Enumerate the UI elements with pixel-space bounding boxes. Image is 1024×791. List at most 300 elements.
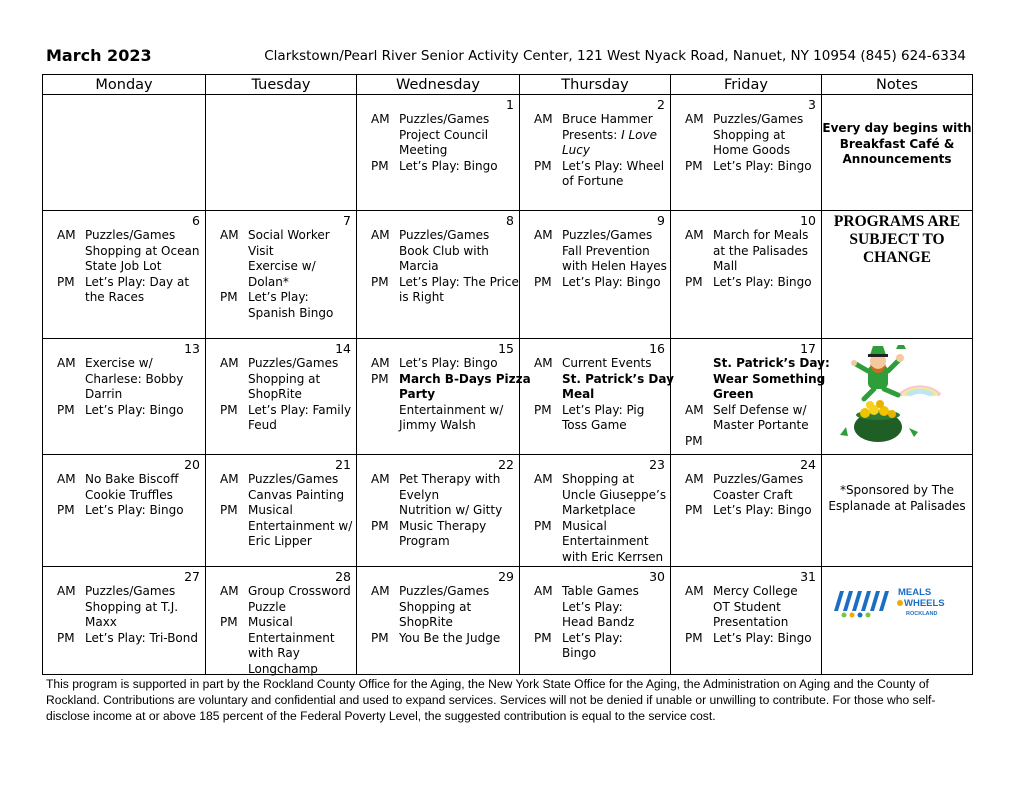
event-entry (220, 503, 352, 550)
event-line-text: Table Games (562, 584, 639, 598)
event-line-text: Fall Prevention (562, 243, 650, 258)
event-line (399, 503, 515, 519)
event-entry (220, 584, 352, 615)
event-line (248, 662, 352, 678)
day-cell (43, 455, 206, 567)
event-line-text: St. Patrick’s Day: (713, 356, 830, 370)
event-time-tag: AM (57, 584, 76, 598)
event-line-text: Pet Therapy with (399, 472, 501, 486)
event-line-text: Puzzles/Games (85, 584, 176, 598)
event-line (713, 112, 817, 128)
logo-rockland-text: ROCKLAND (906, 611, 938, 617)
event-entry (685, 584, 817, 631)
event-line (248, 387, 352, 403)
event-line-text: Self Defense w/ (713, 402, 807, 417)
event-time-tag: AM (685, 112, 704, 126)
event-entry (685, 472, 817, 503)
event-line-text: Musical (562, 518, 607, 533)
day-cell (43, 95, 206, 211)
event-line (85, 631, 201, 647)
event-line-text: Puzzle (248, 599, 286, 614)
event-time-tag: PM (371, 158, 389, 173)
day-events (534, 112, 666, 190)
event-line-text: Wear Something (713, 371, 826, 386)
event-line (713, 372, 830, 388)
event-line (248, 646, 352, 662)
event-line-text: Musical (248, 615, 293, 629)
event-line (85, 503, 201, 519)
event-entry (57, 472, 201, 503)
event-line-text: Exercise w/ (85, 356, 153, 370)
day-events (220, 228, 352, 321)
event-line-text: No Bake Biscoff (85, 472, 179, 486)
event-time-tag: AM (57, 228, 76, 242)
event-time-tag: PM (534, 518, 552, 533)
event-line-text: is Right (399, 290, 444, 304)
day-number: 21 (335, 457, 351, 472)
event-entry (685, 228, 817, 275)
event-line-text: Mall (713, 259, 738, 273)
day-number: 20 (184, 457, 200, 472)
day-number: 17 (800, 341, 816, 356)
event-line (399, 290, 519, 306)
event-line (85, 584, 201, 600)
event-entry (371, 159, 515, 175)
day-cell (520, 211, 671, 339)
event-time-tag: AM (685, 228, 704, 242)
notes-cell-illustration (822, 339, 973, 455)
event-line (562, 584, 666, 600)
event-time-tag: AM (220, 356, 239, 370)
event-entry (57, 275, 201, 306)
event-entry (534, 228, 666, 275)
day-events (534, 356, 674, 434)
event-line-text: Meal (562, 387, 595, 401)
col-header-tuesday: Tuesday (206, 75, 357, 95)
event-line (399, 534, 515, 550)
event-time-tag: PM (371, 518, 389, 533)
day-events (534, 472, 666, 565)
event-line (562, 159, 666, 175)
event-line-text: Let’s Play: Bingo (399, 158, 498, 173)
event-line-text: Puzzles/Games (399, 228, 490, 242)
event-line-italic-text: Lucy (562, 143, 590, 157)
day-number: 7 (343, 213, 351, 228)
event-line-text: Current Events (562, 356, 652, 370)
event-line (713, 631, 817, 647)
col-header-thursday: Thursday (520, 75, 671, 95)
day-events (371, 472, 515, 550)
day-cell (671, 211, 822, 339)
event-entry (371, 274, 519, 306)
day-number: 27 (184, 569, 200, 584)
event-time-tag: AM (371, 228, 390, 242)
event-entry (220, 290, 352, 321)
event-line (713, 143, 817, 159)
event-time-tag (685, 356, 713, 403)
event-line (248, 418, 352, 434)
event-line-text: Charlese: Bobby (85, 371, 184, 386)
event-line-text: the Races (85, 290, 145, 304)
event-line (562, 275, 666, 291)
day-number: 16 (649, 341, 665, 356)
event-entry (220, 403, 352, 434)
event-time-tag: AM (534, 356, 553, 370)
day-cell (43, 211, 206, 339)
event-entry (371, 112, 515, 159)
event-line-text: with Helen Hayes (562, 259, 667, 273)
event-line (248, 472, 352, 488)
event-time-tag: PM (371, 630, 389, 645)
day-number: 8 (506, 213, 514, 228)
event-line (399, 159, 515, 175)
event-time-tag: AM (57, 472, 76, 486)
event-line-text: Let’s Play: Bingo (713, 274, 812, 289)
event-line-text: Longchamp (248, 661, 318, 676)
event-line (713, 159, 817, 175)
event-line-text: March for Meals (713, 228, 809, 242)
day-number: 9 (657, 213, 665, 228)
event-line-text: Let’s Play: (248, 290, 309, 304)
event-line-text: Master Portante (713, 418, 809, 432)
event-line (713, 387, 830, 403)
funding-disclaimer: This program is supported in part by the Rockland County Office for the Aging, the New York State Office for the Aging, the Administration on Aging and the County of Rockland. Contributions are voluntary and confidential and used to expand services. Services will not be denied if unable or unwilling to contribute. For those who self-disclose income at or above 185 percent of the Federal Poverty Level, the suggested contribution is equal to the service cost. (46, 677, 936, 723)
event-line (248, 228, 352, 244)
event-line (562, 403, 666, 419)
event-line-text: Presents: (562, 127, 622, 142)
event-line (399, 259, 515, 275)
event-line (248, 259, 352, 275)
breakfast-note: Every day begins with Breakfast Café & Announcements (822, 121, 972, 166)
event-line-text: Toss Game (562, 418, 627, 432)
event-line-text: Canvas Painting (248, 487, 345, 502)
weekday-header-row (43, 75, 973, 95)
event-entry (220, 615, 352, 677)
event-line-text: Nutrition w/ Gitty (399, 503, 503, 517)
event-line (562, 372, 674, 388)
notes-cell-sponsor (822, 455, 973, 567)
day-cell (671, 95, 822, 211)
event-entry (534, 356, 674, 403)
event-time-tag: AM (220, 472, 239, 486)
event-line (399, 403, 531, 419)
event-line-text: Maxx (85, 615, 117, 629)
event-line-text: Darrin (85, 387, 123, 401)
event-line (713, 259, 817, 275)
event-line-text: Dolan* (248, 274, 289, 289)
event-time-tag: PM (534, 274, 552, 289)
event-line (399, 128, 515, 144)
event-entry (220, 472, 352, 503)
event-entry (220, 356, 352, 403)
event-entry (685, 275, 817, 291)
event-line-text: Music Therapy (399, 518, 487, 533)
event-line-text: Puzzles/Games (248, 356, 339, 370)
event-line (248, 403, 352, 419)
event-line (562, 356, 674, 372)
event-line-text: Coaster Craft (713, 487, 793, 502)
day-cell (357, 339, 531, 455)
event-entry (534, 112, 666, 159)
event-line-text: Let’s Play: Tri-Bond (85, 630, 198, 645)
event-line-text: Marketplace (562, 503, 636, 517)
event-line-text: Shopping at Ocean (85, 243, 200, 258)
event-entry (57, 584, 201, 631)
event-line (562, 472, 666, 488)
event-line-text: Shopping at (713, 127, 786, 142)
event-line-text: Let’s Play: Pig (562, 402, 645, 417)
notes-cell-logo (822, 567, 973, 675)
day-events (685, 228, 817, 290)
event-line (248, 615, 352, 631)
event-line-text: Musical (248, 503, 293, 517)
event-time-tag: AM (534, 112, 553, 126)
day-events (371, 228, 519, 306)
day-events (371, 112, 515, 174)
event-line-text: with Ray (248, 646, 300, 660)
event-line (562, 418, 666, 434)
event-time-tag: PM (371, 274, 389, 289)
notes-cell-programs (822, 211, 973, 339)
event-line (85, 615, 201, 631)
center-address: Clarkstown/Pearl River Senior Activity Center, 121 West Nyack Road, Nanuet, NY 10954 (845) 624-6334 (264, 48, 966, 64)
event-line (248, 584, 352, 600)
event-time-tag: AM (685, 584, 704, 598)
event-line-text: Let’s Play: (562, 599, 623, 614)
event-line-text: Let’s Play: Bingo (713, 630, 812, 645)
event-time-tag: PM (685, 274, 703, 289)
event-line-text: Puzzles/Games (248, 472, 339, 486)
event-line (399, 387, 531, 403)
day-events (685, 584, 817, 646)
event-line-text: Evelyn (399, 487, 440, 502)
calendar-header (46, 46, 966, 68)
col-header-monday: Monday (43, 75, 206, 95)
event-line-text: Let’s Play: (562, 630, 623, 645)
event-entry (534, 403, 666, 434)
event-time-tag: PM (220, 402, 238, 417)
event-time-tag: PM (685, 503, 703, 517)
event-line-text: Entertainment (248, 630, 335, 645)
event-time-tag: PM (534, 402, 552, 417)
week-row (43, 567, 973, 675)
event-time-tag: AM (534, 228, 553, 242)
event-line (562, 600, 666, 616)
event-entry (57, 228, 201, 275)
event-time-tag: AM (534, 472, 553, 486)
event-time-tag: PM (685, 433, 703, 448)
event-line (248, 519, 352, 535)
event-line-text: Puzzles/Games (399, 584, 490, 598)
calendar-grid (42, 74, 973, 675)
day-number: 13 (184, 341, 200, 356)
event-line (85, 259, 201, 275)
event-entry (534, 519, 666, 566)
event-time-tag: AM (371, 112, 390, 126)
day-cell (206, 455, 357, 567)
week-row (43, 455, 973, 567)
day-cell (520, 339, 674, 455)
event-line-text: Program (399, 534, 450, 548)
event-line (562, 550, 666, 566)
event-line-text: Puzzles/Games (562, 228, 653, 242)
event-entry (534, 472, 666, 519)
day-events (220, 584, 352, 677)
event-line (85, 228, 201, 244)
event-line-text: Entertainment (562, 534, 649, 548)
event-line-text: Shopping at T.J. (85, 599, 179, 614)
event-line (562, 128, 666, 144)
event-entry (371, 631, 515, 647)
event-time-tag: PM (57, 402, 75, 417)
event-line-text: with Eric Kerrsen (562, 549, 664, 564)
day-events (57, 584, 201, 646)
event-line-text: Green (713, 387, 754, 401)
event-line (562, 174, 666, 190)
event-line-text: Eric Lipper (248, 534, 312, 548)
event-line (399, 584, 515, 600)
event-line-text: Let’s Play: Bingo (85, 503, 184, 517)
event-line (248, 372, 352, 388)
event-line-italic-text: I Love (621, 127, 658, 142)
event-line (562, 244, 667, 260)
event-entry (534, 584, 666, 631)
event-entry (371, 371, 531, 434)
month-title: March 2023 (46, 46, 152, 65)
event-entry (220, 228, 352, 290)
day-number: 10 (800, 213, 816, 228)
event-line (713, 418, 817, 434)
event-line (248, 534, 352, 550)
day-cell (671, 455, 822, 567)
event-line-text: Home Goods (713, 143, 791, 157)
event-line (562, 615, 666, 631)
day-cell (206, 211, 357, 339)
event-line-text: State Job Lot (85, 259, 162, 273)
event-line-text: Presentation (713, 615, 789, 629)
event-line (562, 387, 674, 403)
day-events (57, 472, 201, 519)
col-header-notes: Notes (822, 75, 973, 95)
event-time-tag: AM (685, 472, 704, 486)
event-line (562, 112, 666, 128)
event-line (562, 259, 667, 275)
day-events (371, 356, 531, 434)
event-line (399, 631, 515, 647)
week-row (43, 339, 973, 455)
day-cell (357, 567, 520, 675)
day-cell (357, 211, 520, 339)
day-number: 31 (800, 569, 816, 584)
event-line-text: Let’s Play: Day at (85, 274, 190, 289)
event-line-text: Mercy College (713, 584, 798, 598)
event-line (713, 488, 817, 504)
day-events (534, 228, 666, 290)
event-time-tag: AM (685, 402, 704, 417)
event-entry (685, 434, 817, 450)
day-events (220, 356, 352, 434)
day-cell (206, 339, 357, 455)
event-line-text: Cookie Truffles (85, 487, 173, 502)
event-time-tag: AM (220, 584, 239, 598)
event-entry (685, 503, 817, 519)
day-number: 24 (800, 457, 816, 472)
event-line (248, 631, 352, 647)
week-row (43, 211, 973, 339)
event-line-text: Entertainment w/ (248, 518, 353, 533)
day-number: 14 (335, 341, 351, 356)
event-line-text: Group Crossword (248, 584, 351, 598)
event-line (248, 488, 352, 504)
event-line (713, 228, 817, 244)
event-line (399, 488, 515, 504)
event-line (713, 503, 817, 519)
event-time-tag: AM (220, 228, 239, 242)
day-number: 2 (657, 97, 665, 112)
event-line (248, 275, 352, 291)
event-line-text: OT Student (713, 599, 781, 614)
event-line (562, 519, 666, 535)
event-line (399, 600, 515, 616)
event-line (85, 356, 201, 372)
event-time-tag: PM (220, 615, 238, 629)
event-line (713, 472, 817, 488)
event-line-text: Exercise w/ (248, 259, 316, 273)
day-events (57, 356, 201, 418)
day-number: 6 (192, 213, 200, 228)
event-line (248, 290, 352, 306)
event-line (85, 275, 201, 291)
event-line-text: Uncle Giuseppe’s (562, 487, 667, 502)
event-entry (371, 519, 515, 550)
event-line-text: Visit (248, 243, 274, 258)
event-line (399, 372, 531, 388)
event-time-tag: PM (534, 158, 552, 173)
day-cell (357, 95, 520, 211)
day-cell (520, 95, 671, 211)
event-line (399, 472, 515, 488)
event-line (85, 290, 201, 306)
event-entry (371, 228, 515, 275)
event-time-tag: PM (220, 503, 238, 517)
event-line-text: Puzzles/Games (399, 112, 490, 126)
event-time-tag: PM (57, 274, 75, 289)
event-entry (685, 403, 817, 434)
day-number: 22 (498, 457, 514, 472)
event-line-text: Puzzles/Games (713, 112, 804, 126)
event-entry (685, 631, 817, 647)
event-line (562, 646, 666, 662)
notes-cell-breakfast (822, 95, 973, 211)
event-line (399, 519, 515, 535)
event-line (399, 275, 519, 291)
day-events (371, 584, 515, 646)
event-line-text: Head Bandz (562, 615, 635, 629)
day-events (685, 356, 830, 449)
day-events (685, 472, 817, 519)
week-row (43, 95, 973, 211)
event-line-text: Shopping at (248, 371, 321, 386)
event-entry (57, 356, 201, 403)
event-line (85, 488, 201, 504)
day-cell (520, 455, 671, 567)
day-cell (671, 567, 822, 675)
day-cell (206, 567, 357, 675)
event-time-tag: PM (371, 371, 389, 386)
event-line-text: Party (399, 387, 436, 401)
event-time-tag: PM (685, 158, 703, 173)
event-entry (57, 503, 201, 519)
